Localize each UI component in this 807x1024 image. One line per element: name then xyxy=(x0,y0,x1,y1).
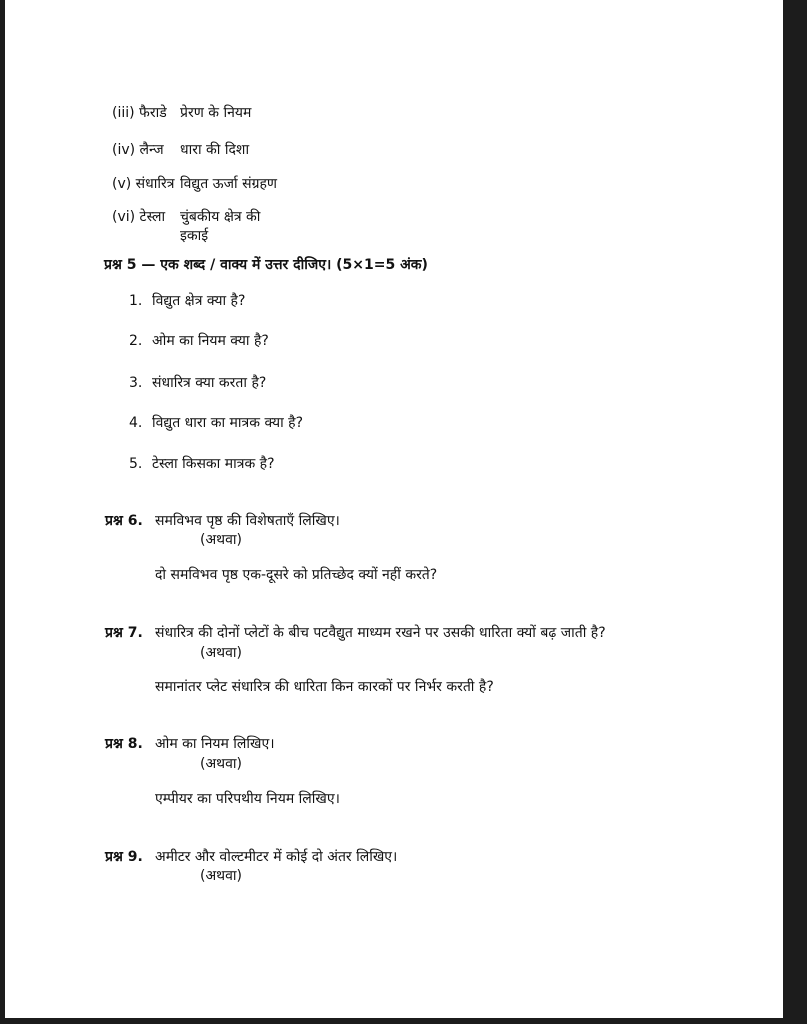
match-label-5: (v) संधारित्र xyxy=(112,176,175,192)
q8-alt: एम्पीयर का परिपथीय नियम लिखिए। xyxy=(155,791,340,807)
q6-text: समविभव पृष्ठ की विशेषताएँ लिखिए। xyxy=(155,513,340,529)
q9-text: अमीटर और वोल्टमीटर में कोई दो अंतर लिखिए। xyxy=(155,849,398,865)
match-label-3: (iii) फैराडे xyxy=(112,105,167,121)
q5-heading: प्रश्न 5 — एक शब्द / वाक्य में उत्तर दीजिए। (5×1=5 अंक) xyxy=(104,257,428,273)
q5-item-num: 3. xyxy=(129,375,143,391)
q5-item-text: ओम का नियम क्या है? xyxy=(152,333,269,349)
match-value-3: प्रेरण के नियम xyxy=(180,105,252,121)
match-value-4: धारा की दिशा xyxy=(180,142,250,158)
q8-label: प्रश्न 8. xyxy=(105,736,143,752)
q5-item-text: विद्युत क्षेत्र क्या है? xyxy=(152,293,246,309)
q7-text: संधारित्र की दोनों प्लेटों के बीच पटवैद्युत माध्यम रखने पर उसकी धारिता क्यों बढ़ जाती है? xyxy=(155,625,606,641)
q6-alt: दो समविभव पृष्ठ एक-दूसरे को प्रतिच्छेद क्यों नहीं करते? xyxy=(155,567,438,583)
q7-or: (अथवा) xyxy=(200,645,242,661)
q9-label: प्रश्न 9. xyxy=(105,849,143,865)
q5-item-num: 2. xyxy=(129,333,143,349)
match-label-6: (vi) टेस्ला xyxy=(112,209,166,225)
q5-item-num: 5. xyxy=(129,456,143,472)
match-label-4: (iv) लैन्ज xyxy=(112,142,164,158)
q5-item-text: विद्युत धारा का मात्रक क्या है? xyxy=(152,415,304,431)
q6-or: (अथवा) xyxy=(200,532,242,548)
q7-label: प्रश्न 7. xyxy=(105,625,143,641)
q6-label: प्रश्न 6. xyxy=(105,513,143,529)
q5-item-text: टेस्ला किसका मात्रक है? xyxy=(152,456,275,472)
match-value-5: विद्युत ऊर्जा संग्रहण xyxy=(180,176,278,192)
match-value-6: चुंबकीय क्षेत्र की xyxy=(180,209,261,225)
match-value-6-cont: इकाई xyxy=(180,228,209,244)
q5-item-num: 1. xyxy=(129,293,143,309)
q9-or: (अथवा) xyxy=(200,868,242,884)
q8-text: ओम का नियम लिखिए। xyxy=(155,736,275,752)
q5-item-num: 4. xyxy=(129,415,143,431)
q8-or: (अथवा) xyxy=(200,756,242,772)
document-page xyxy=(5,0,783,1018)
q7-alt: समानांतर प्लेट संधारित्र की धारिता किन कारकों पर निर्भर करती है? xyxy=(155,679,494,695)
q5-item-text: संधारित्र क्या करता है? xyxy=(152,375,267,391)
